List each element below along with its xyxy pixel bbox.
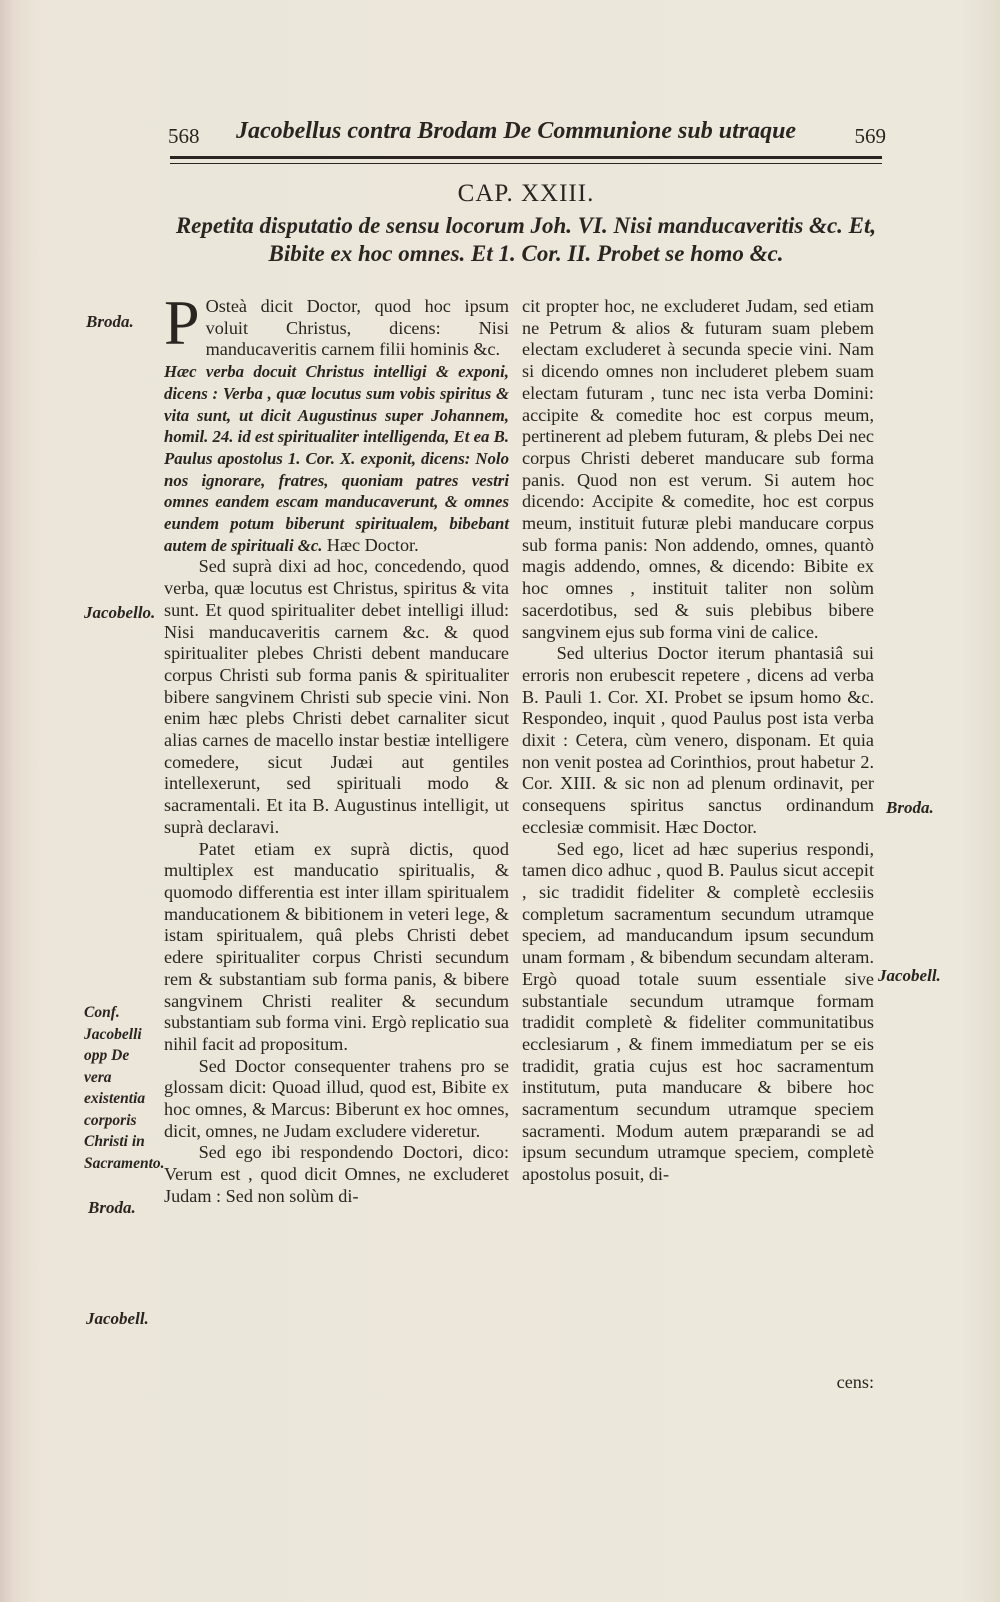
margin-note-jacobell-3: Jacobell. bbox=[878, 966, 941, 985]
header-rule bbox=[170, 156, 882, 164]
chapter-number: CAP. XXIII. bbox=[457, 180, 595, 207]
page-number-right: 569 bbox=[854, 124, 886, 148]
right-column bbox=[522, 296, 874, 1186]
margin-note-broda: Broda. bbox=[86, 312, 134, 331]
left-column bbox=[164, 287, 509, 1208]
paragraph-1 bbox=[164, 287, 509, 361]
paragraph-1-end: Hæc Doctor. bbox=[326, 534, 419, 555]
running-head bbox=[168, 118, 886, 152]
chapter-heading: Repetita disputatio de sensu locorum Joh. VI. Nisi manducaveritis &c. Et, Bibite ex hoc omnes. Et 1. Cor. II. Probet se homo &c. bbox=[175, 213, 877, 266]
page-number-left: 568 bbox=[168, 124, 200, 148]
margin-note-jacobello: Jacobello. bbox=[84, 603, 156, 622]
drop-capital: P bbox=[164, 287, 200, 358]
paragraph-8: Sed ego, licet ad hæc superius respondi, tamen dico adhuc , quod B. Paulus sicut accepit , sic tradidit fideliter & completè ecclesiis completum sacramentum secundum utramque speciem, ad manducandum ipsum secundum unam formam , & bibendum secundam alteram. Ergò quoad totale suum essentiale sive substantiale secundum utramque formam tradidit completè & fideliter communitatibus ecclesiarum , & finem immediatum per se eis tradidit, gratia cujus est hoc sacramentum institutum, puta manducare & bibere hoc sacramentum secundum utramque speciem sacramenti. Modum autem præparandi se ad ipsum secundum utramque speciem, completè apostolus posuit, di- bbox=[522, 838, 874, 1185]
paragraph-2: Sed suprà dixi ad hoc, concedendo, quod verba, quæ locutus est Christus, spiritus & vita sunt. Et quod spiritualiter debet intelligi illud: Nisi manducaveritis carnem &c. & quod spiritualiter plebes Christi debent manducare corpus Christi sub forma panis & spiritualiter bibere sangvinem Christi sub specie vini. Non enim hæc plebs Christi debet carnaliter sicut alias carnes de macello instar bestiæ intelligere comedere, sicut Judæi aut gentiles intellexerunt, sed spirituali modo & sacramentali. Et ita B. Augustinus intelligit, ut suprà declaravi. bbox=[164, 556, 509, 837]
paragraph-4: Sed Doctor consequenter trahens pro se glossam dicit: Quoad illud, quod est, Bibite ex hoc omnes, & Marcus: Biberunt ex hoc omnes, dicit, omnes, ne Judam excludere videretur. bbox=[164, 1055, 509, 1141]
margin-note-broda-2: Broda. bbox=[88, 1198, 136, 1217]
paragraph-7: Sed ulterius Doctor iterum phantasiâ sui erroris non erubescit repetere , dicens ad verba B. Pauli 1. Cor. XI. Probet se ipsum homo &c. Respondeo, inquit , quod Paulus post ista verba dixit : Cetera, cùm venero, disponam. Et quia non venit postea ad Corinthios, prout habetur 2. Cor. XIII. & sic non ad plenum ordinavit, per consequens spiritus sanctus ordinandum ecclesiæ commisit. Hæc Doctor. bbox=[522, 643, 874, 837]
running-title: Jacobellus contra Brodam De Communione sub utraque bbox=[236, 118, 797, 144]
paragraph-5: Sed ego ibi respondendo Doctori, dico: Verum est , quod dicit Omnes, ne excluderet Judam : Sed non solùm di- bbox=[164, 1142, 509, 1206]
catchword: cens: bbox=[836, 1372, 874, 1392]
paragraph-3: Patet etiam ex suprà dictis, quod multiplex est manducatio spiritualis, & quomodo differentia est inter illam spiritualem manducationem & bibitionem in veteri lege, & istam spiritualem, quâ plebs Christi debet edere spiritualiter corpus Christi secundum rem & substantiam sub forma panis, & bibere sangvinem Christi realiter & secundum substantiam sub forma vini. Ergò replicatio sua nihil facit ad propositum. bbox=[164, 838, 509, 1054]
paragraph-6: cit propter hoc, ne excluderet Judam, sed etiam ne Petrum & alios & futuram suam plebem electam excluderet à secunda specie vini. Nam si dicendo omnes non includeret plebem suam electam futuram , tunc nec ista verba Domini: accipite & comedite hoc est corpus meum, pertinerent ad plebem futuram, & plebs Dei nec corpus Christi deberet manducare sub forma panis. Quod non est verum. Si autem hoc dicendo: Accipite & comedite, hoc est corpus meum, instituit futuræ plebi manducare corpus sub forma panis: Non addendo, omnes, quantò magis addendo, omnes, & dicendo: Bibite ex hoc omnes , instituit taliter non solùm sacerdotibus, sed & suis plebibus bibere sangvinem ejus sub forma vini de calice. bbox=[522, 296, 874, 642]
paragraph-1-text: Osteà dicit Doctor, quod hoc ipsum voluit Christus, dicens: Nisi manducaveritis carnem filii hominis &c. bbox=[205, 296, 509, 360]
paragraph-1-quote: Hæc verba docuit Christus intelligi & exponi, dicens : Verba , quæ locutus sum vobis spiritus & vita sunt, ut dicit Augustinus super Johannem, homil. 24. id est spiritualiter intelligenda, Et ea B. Paulus apostolus 1. Cor. X. exponit, dicens: Nolo nos ignorare, fratres, quoniam patres vestri omnes eandem escam manducaverunt, & omnes eundem potum biberunt spiritualem, bibebant autem de spirituali &c. Hæc Doctor. bbox=[164, 362, 509, 555]
margin-note-conf: Conf. Jacobelli opp De vera existentia corporis Christi in Sacramento. bbox=[84, 1004, 165, 1172]
margin-note-jacobell-2: Jacobell. bbox=[86, 1309, 149, 1328]
margin-note-broda-3: Broda. bbox=[886, 798, 934, 817]
paragraph-7-end: Hæc Doctor. bbox=[664, 816, 757, 837]
